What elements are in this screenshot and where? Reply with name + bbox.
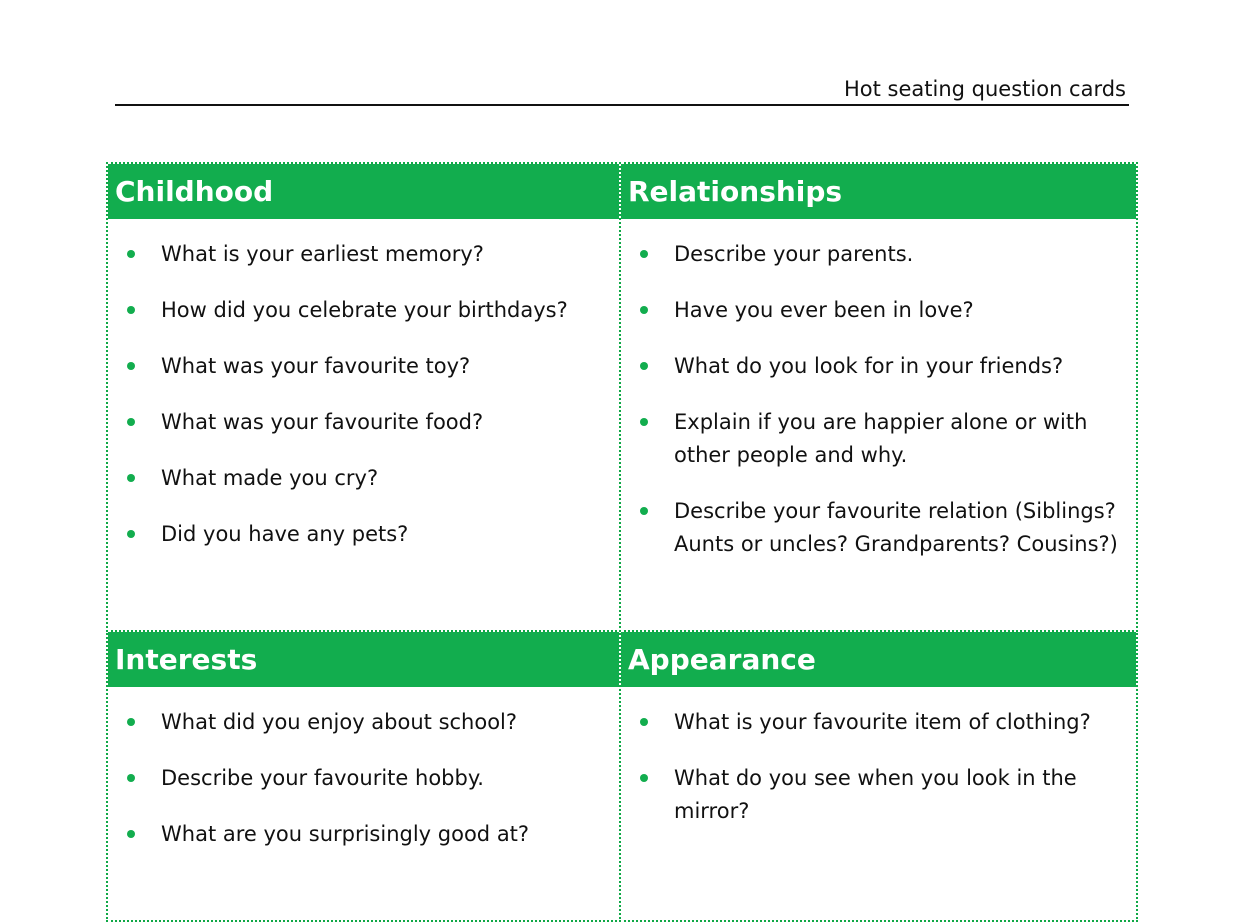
appearance-card-title: Appearance xyxy=(621,632,1136,687)
relationships-card-title: Relationships xyxy=(621,164,1136,219)
question-item: What are you surprisingly good at? xyxy=(161,818,601,851)
document-title: Hot seating question cards xyxy=(843,77,1126,101)
interests-card-title: Interests xyxy=(108,632,619,687)
question-item: What is your earliest memory? xyxy=(161,238,601,271)
question-item: Explain if you are happier alone or with other people and why. xyxy=(674,406,1118,472)
appearance-question-list xyxy=(621,687,1136,828)
relationships-question-list xyxy=(621,219,1136,561)
question-item: Did you have any pets? xyxy=(161,518,601,551)
question-item: How did you celebrate your birthdays? xyxy=(161,294,601,327)
question-card-grid xyxy=(106,162,1138,922)
question-item: Have you ever been in love? xyxy=(674,294,1118,327)
question-item: Describe your favourite hobby. xyxy=(161,762,601,795)
interests-question-list xyxy=(108,687,619,851)
document-header xyxy=(115,70,1129,106)
question-item: Describe your favourite relation (Siblings? Aunts or uncles? Grandparents? Cousins?) xyxy=(674,495,1118,561)
interests-card xyxy=(106,630,621,922)
question-item: Describe your parents. xyxy=(674,238,1118,271)
relationships-card xyxy=(619,162,1138,632)
question-item: What made you cry? xyxy=(161,462,601,495)
childhood-card-title: Childhood xyxy=(108,164,619,219)
question-item: What was your favourite food? xyxy=(161,406,601,439)
question-item: What is your favourite item of clothing? xyxy=(674,706,1118,739)
childhood-card xyxy=(106,162,621,632)
childhood-question-list xyxy=(108,219,619,551)
question-item: What was your favourite toy? xyxy=(161,350,601,383)
appearance-card xyxy=(619,630,1138,922)
question-item: What did you enjoy about school? xyxy=(161,706,601,739)
question-item: What do you see when you look in the mirror? xyxy=(674,762,1118,828)
question-item: What do you look for in your friends? xyxy=(674,350,1118,383)
